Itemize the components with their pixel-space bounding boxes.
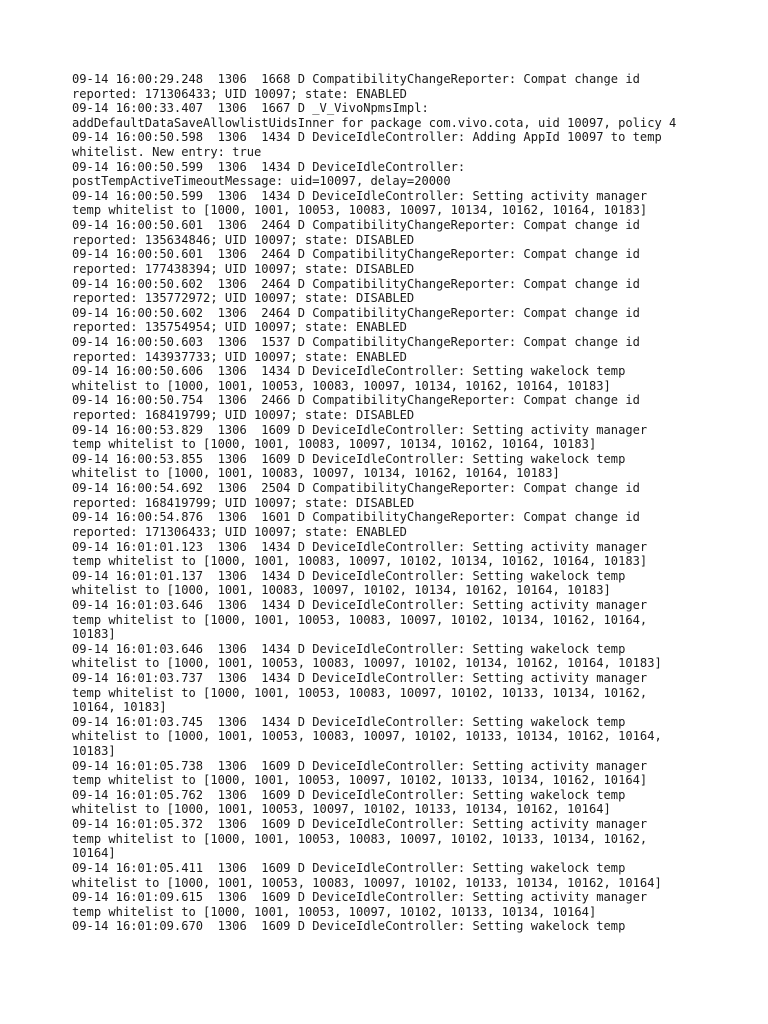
log-line: 09-14 16:00:50.606 1306 1434 D DeviceIdleController: Setting wakelock temp: [72, 364, 626, 379]
log-line: whitelist to [1000, 1001, 10053, 10083, 10097, 10102, 10133, 10134, 10162, 10164,: [72, 729, 662, 744]
log-line: temp whitelist to [1000, 1001, 10053, 10083, 10097, 10102, 10134, 10162, 10164,: [72, 612, 648, 627]
log-line: reported: 168419799; UID 10097; state: DISABLED: [72, 495, 415, 510]
log-line: 09-14 16:00:50.601 1306 2464 D CompatibilityChangeReporter: Compat change id: [72, 218, 640, 233]
log-line: 09-14 16:00:29.248 1306 1668 D CompatibilityChangeReporter: Compat change id: [72, 72, 640, 86]
log-line: temp whitelist to [1000, 1001, 10083, 10097, 10102, 10134, 10162, 10164, 10183]: [72, 554, 648, 569]
log-line: temp whitelist to [1000, 1001, 10053, 10083, 10097, 10102, 10133, 10134, 10162,: [72, 831, 648, 846]
log-line: whitelist to [1000, 1001, 10053, 10083, 10097, 10134, 10162, 10164, 10183]: [72, 378, 611, 393]
log-line: temp whitelist to [1000, 1001, 10083, 10097, 10134, 10162, 10164, 10183]: [72, 437, 597, 452]
log-line: reported: 171306433; UID 10097; state: ENABLED: [72, 86, 407, 101]
log-line: 09-14 16:00:50.603 1306 1537 D CompatibilityChangeReporter: Compat change id: [72, 334, 640, 349]
log-line: 09-14 16:00:53.855 1306 1609 D DeviceIdleController: Setting wakelock temp: [72, 451, 626, 466]
log-line: temp whitelist to [1000, 1001, 10053, 10083, 10097, 10134, 10162, 10164, 10183]: [72, 203, 648, 218]
log-line: 09-14 16:00:50.602 1306 2464 D CompatibilityChangeReporter: Compat change id: [72, 276, 640, 291]
log-line: 09-14 16:01:05.762 1306 1609 D DeviceIdleController: Setting wakelock temp: [72, 787, 626, 802]
log-line: 09-14 16:00:50.599 1306 1434 D DeviceIdleController: Setting activity manager: [72, 188, 648, 203]
log-line: reported: 177438394; UID 10097; state: DISABLED: [72, 261, 415, 276]
log-line: postTempActiveTimeoutMessage: uid=10097, delay=20000: [72, 174, 451, 189]
log-line: 09-14 16:00:50.602 1306 2464 D CompatibilityChangeReporter: Compat change id: [72, 305, 640, 320]
log-line: 10164]: [72, 846, 116, 861]
log-text-block: [72, 72, 702, 934]
log-line: 09-14 16:01:03.646 1306 1434 D DeviceIdleController: Setting activity manager: [72, 597, 648, 612]
log-line: 09-14 16:00:54.692 1306 2504 D CompatibilityChangeReporter: Compat change id: [72, 481, 640, 496]
log-line: 09-14 16:01:05.372 1306 1609 D DeviceIdleController: Setting activity manager: [72, 817, 648, 832]
log-line: addDefaultDataSaveAllowlistUidsInner for package com.vivo.cota, uid 10097, policy 4: [72, 115, 677, 130]
log-line: temp whitelist to [1000, 1001, 10053, 10083, 10097, 10102, 10133, 10134, 10162,: [72, 685, 648, 700]
log-line: 09-14 16:01:03.745 1306 1434 D DeviceIdleController: Setting wakelock temp: [72, 714, 626, 729]
log-line: 09-14 16:00:50.754 1306 2466 D CompatibilityChangeReporter: Compat change id: [72, 393, 640, 408]
log-line: 09-14 16:00:50.599 1306 1434 D DeviceIdleController:: [72, 159, 466, 174]
log-line: 09-14 16:00:54.876 1306 1601 D CompatibilityChangeReporter: Compat change id: [72, 510, 640, 525]
log-line: whitelist to [1000, 1001, 10053, 10083, 10097, 10102, 10133, 10134, 10162, 10164]: [72, 875, 662, 890]
log-line: 09-14 16:01:09.615 1306 1609 D DeviceIdleController: Setting activity manager: [72, 890, 648, 905]
log-line: 09-14 16:00:50.598 1306 1434 D DeviceIdleController: Adding AppId 10097 to temp: [72, 130, 662, 145]
log-line: 10183]: [72, 627, 116, 642]
log-line: reported: 143937733; UID 10097; state: ENABLED: [72, 349, 407, 364]
log-line: whitelist to [1000, 1001, 10083, 10097, 10134, 10162, 10164, 10183]: [72, 466, 560, 481]
log-line: 09-14 16:01:03.646 1306 1434 D DeviceIdleController: Setting wakelock temp: [72, 641, 626, 656]
log-line: 09-14 16:01:05.411 1306 1609 D DeviceIdleController: Setting wakelock temp: [72, 860, 626, 875]
log-line: reported: 135754954; UID 10097; state: ENABLED: [72, 320, 407, 335]
log-line: reported: 135772972; UID 10097; state: DISABLED: [72, 291, 415, 306]
log-line: 09-14 16:01:01.123 1306 1434 D DeviceIdleController: Setting activity manager: [72, 539, 648, 554]
log-line: 09-14 16:00:53.829 1306 1609 D DeviceIdleController: Setting activity manager: [72, 422, 648, 437]
log-line: 09-14 16:00:50.601 1306 2464 D CompatibilityChangeReporter: Compat change id: [72, 247, 640, 262]
log-line: 09-14 16:01:05.738 1306 1609 D DeviceIdleController: Setting activity manager: [72, 758, 648, 773]
log-line: 09-14 16:01:01.137 1306 1434 D DeviceIdleController: Setting wakelock temp: [72, 568, 626, 583]
log-line: 09-14 16:01:03.737 1306 1434 D DeviceIdleController: Setting activity manager: [72, 670, 648, 685]
log-line: 09-14 16:00:33.407 1306 1667 D _V_VivoNpmsImpl:: [72, 101, 429, 116]
log-line: whitelist. New entry: true: [72, 145, 262, 160]
log-line: reported: 171306433; UID 10097; state: ENABLED: [72, 524, 407, 539]
log-line: whitelist to [1000, 1001, 10053, 10097, 10102, 10133, 10134, 10162, 10164]: [72, 802, 611, 817]
log-line: 09-14 16:01:09.670 1306 1609 D DeviceIdleController: Setting wakelock temp: [72, 919, 626, 934]
log-line: whitelist to [1000, 1001, 10083, 10097, 10102, 10134, 10162, 10164, 10183]: [72, 583, 611, 598]
log-line: temp whitelist to [1000, 1001, 10053, 10097, 10102, 10133, 10134, 10164]: [72, 904, 597, 919]
log-line: 10164, 10183]: [72, 700, 167, 715]
log-line: 10183]: [72, 744, 116, 759]
log-line: temp whitelist to [1000, 1001, 10053, 10097, 10102, 10133, 10134, 10162, 10164]: [72, 773, 648, 788]
log-line: whitelist to [1000, 1001, 10053, 10083, 10097, 10102, 10134, 10162, 10164, 10183]: [72, 656, 662, 671]
log-line: reported: 168419799; UID 10097; state: DISABLED: [72, 408, 415, 423]
log-line: reported: 135634846; UID 10097; state: DISABLED: [72, 232, 415, 247]
